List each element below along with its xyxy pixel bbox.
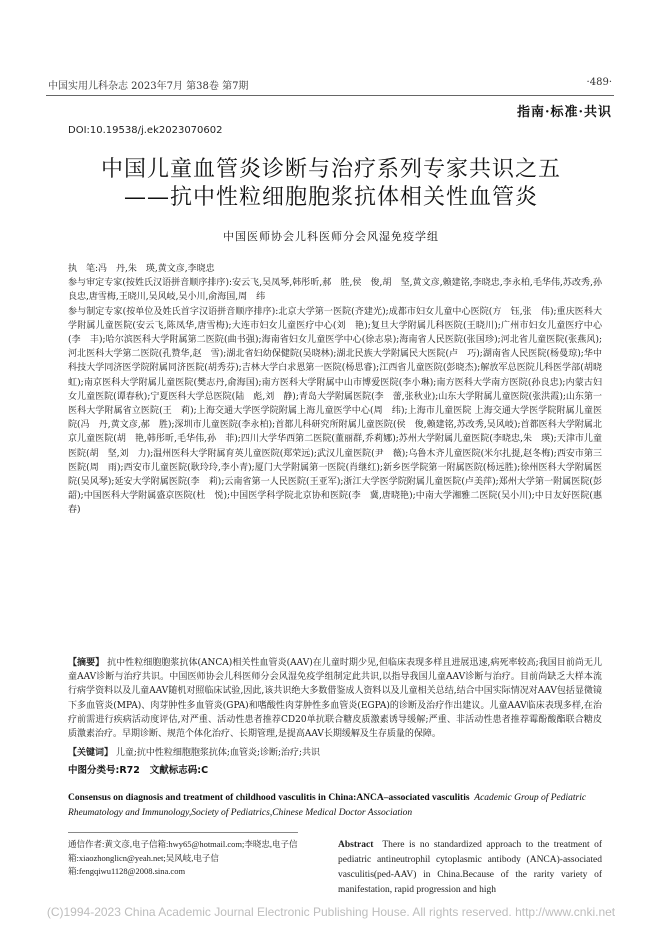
author-group: 中国医师协会儿科医师分会风湿免疫学组 [223,230,439,243]
english-title-text: Consensus on diagnosis and treatment of childhood vasculitis in China:ANCA–associated vasculitis [68,793,470,803]
footnote-divider [68,832,298,833]
doc-code-label: 文献标志码: [149,765,202,776]
copyright-watermark: (C)1994-2023 China Academic Journal Electronic Publishing House. All rights reserved. http://www.cnki.net [46,905,616,919]
header-divider [46,95,614,96]
corresponding-footnote: 通信作者:黄文彦,电子信箱:hwy65@hotmail.com;李晓忠,电子信箱:xiaozhonglicn@yeah.net;吴风岐,电子信箱:fengqiwu1128@2008.sina.com [68,839,298,876]
abstract-cn [68,656,602,741]
keywords-text: 儿童;抗中性粒细胞胞浆抗体;血管炎;诊断;治疗;共识 [115,748,321,758]
classification-line [68,762,208,776]
keywords-cn [68,746,602,760]
english-abstract-text: There is no standardized approach to the treatment of pediatric antineutrophil cytoplasmic antibody (ANCA)-associated vasculitis(ped-AAV) in China.Because of the rarity variety of manifestation, rapid progression and high [338,840,602,895]
clc-label: 中图分类号: [68,765,120,776]
english-abstract [338,838,602,898]
article-title-line1: 中国儿童血管炎诊断与治疗系列专家共识之五 [100,157,561,182]
journal-header: 中国实用儿科杂志 2023年7月 第38卷 第7期 [48,81,249,92]
clc-code: R72 [119,765,140,776]
english-author-group: Academic Group of Pediatric Rheumatology and Immunology,Society of Pediatrics,Chinese Medical Doctor Association [68,793,587,818]
english-title [68,791,602,821]
keywords-label: 【关键词】 [68,748,114,758]
page-number: ·489· [586,77,612,88]
doi-text: DOI:10.19538/j.ek2023070602 [68,125,223,136]
authors-list: 执 笔:冯 丹,朱 瑛,黄文彦,李晓忠 参与审定专家(按姓氏汉语拼音顺序排序):安云飞,吴凤琴,韩彤昕,郝 胜,侯 俊,胡 坚,黄文彦,赖建铭,李晓忠,李永柏,毛华伟,苏改秀,孙良忠,唐雪梅,王晓川,吴风岐,吴小川,俞海国,周 纬 参与制定专家(按单位及姓氏首字汉语拼音顺序排序):北京大学第一医院(齐建光);成都市妇女儿童中心医院(方 钰,张 伟);重庆医科大学附属儿童医院(安云飞,陈凤华,唐雪梅);大连市妇女儿童医疗中心(刘 艳);复旦大学附属儿科医院(王晓川);广州市妇女儿童医疗中心(李 丰);哈尔滨医科大学附属第二医院(曲书强);海南省妇女儿童医学中心(徐志泉);海南省人民医院(张国珍);河北省儿童医院(张燕风);河北医科大学第二医院(孔赞华,赵 雪);湖北省妇幼保健院(吴晓林);湖北民族大学附属民大医院(卢 巧);湖南省人民医院(杨曼琼);华中科技大学同济医学院附属同济医院(胡秀芬);吉林大学白求恩第一医院(杨思睿);江西省儿童医院(彭晓杰);解放军总医院儿科医学部(胡晓虹);南京医科大学附属儿童医院(樊志丹,俞海国);南方医科大学附属中山市博爱医院(李小琳);南方医科大学南方医院(孙良忠);内蒙古妇女儿童医院(谭春秋);宁夏医科大学总医院(陆 彪,刘 静);青岛大学附属医院(李 蕾,张秋业);山东大学附属儿童医院(张洪霞);山东第一医科大学附属省立医院(王 莉);上海交通大学医学院附属上海儿童医学中心(周 纬);上海市儿童医院 上海交通大学医学院附属儿童医院(冯 丹,黄文彦,郝 胜);深圳市儿童医院(李永柏);首都儿科研究所附属儿童医院(侯 俊,赖建铭,苏改秀,吴风岐);首都医科大学附属北京儿童医院(胡 艳,韩彤昕,毛华伟,孙 菲);四川大学华西第二医院(董丽群,乔莉娜);苏州大学附属儿童医院(李晓忠,朱 瑛);天津市儿童医院(胡 坚,刘 力);温州医科大学附属育英儿童医院(郑荣远);武汉儿童医院(尹 薇);乌鲁木齐儿童医院(米尔扎提,赵冬梅);西安市第三医院(周 雨);西安市儿童医院(耿玲玲,李小青);厦门大学附属第一医院(肖继红);新乡医学院第一附属医院(杨远胜);徐州医科大学附属医院(吴风琴);延安大学附属医院(李 莉);云南省第一人民医院(王亚军);浙江大学医学院附属儿童医院(卢美萍);郑州大学第一附属医院(彭 韶);中国医科大学附属盛京医院(杜 悦);中国医学科学院北京协和医院(李 冀,唐晓艳);中南大学湘雅二医院(吴小川);中日友好医院(惠 春) [68,264,602,516]
article-title-line2: ——抗中性粒细胞胞浆抗体相关性血管炎 [123,185,538,210]
abstract-label: 【摘要】 [68,658,105,668]
section-tag: 指南·标准·共识 [516,105,612,120]
english-abstract-label: Abstract [338,840,374,850]
doc-code: C [201,765,209,776]
abstract-text: 抗中性粒细胞胞浆抗体(ANCA)相关性血管炎(AAV)在儿童时期少见,但临床表现多样且进展迅速,病死率较高;我国目前尚无儿童AAV诊断与治疗共识。中国医师协会儿科医师分会风湿免疫学组制定此共识,以指导我国儿童AAV诊断与治疗。目前尚缺乏大样本流行病学资料以及儿童AAV随机对照临床试验,因此,该共识绝大多数借鉴成人资料以及儿童相关总结,结合中国实际情况对AAV包括显微镜下多血管炎(MPA)、肉芽肿性多血管炎(GPA)和嗜酸性肉芽肿性多血管炎(EGPA)的诊断及治疗作出建议。儿童AAV临床表现多样,在治疗前需进行疾病活动度评估,对严重、活动性患者推荐CD20单抗联合糖皮质激素诱导缓解;严重、非活动性患者推荐霉酚酸酯联合糖皮质激素治疗。早期诊断、规范个体化治疗、长期管理,是提高AAV长期缓解及生存质量的保障。 [68,658,602,740]
